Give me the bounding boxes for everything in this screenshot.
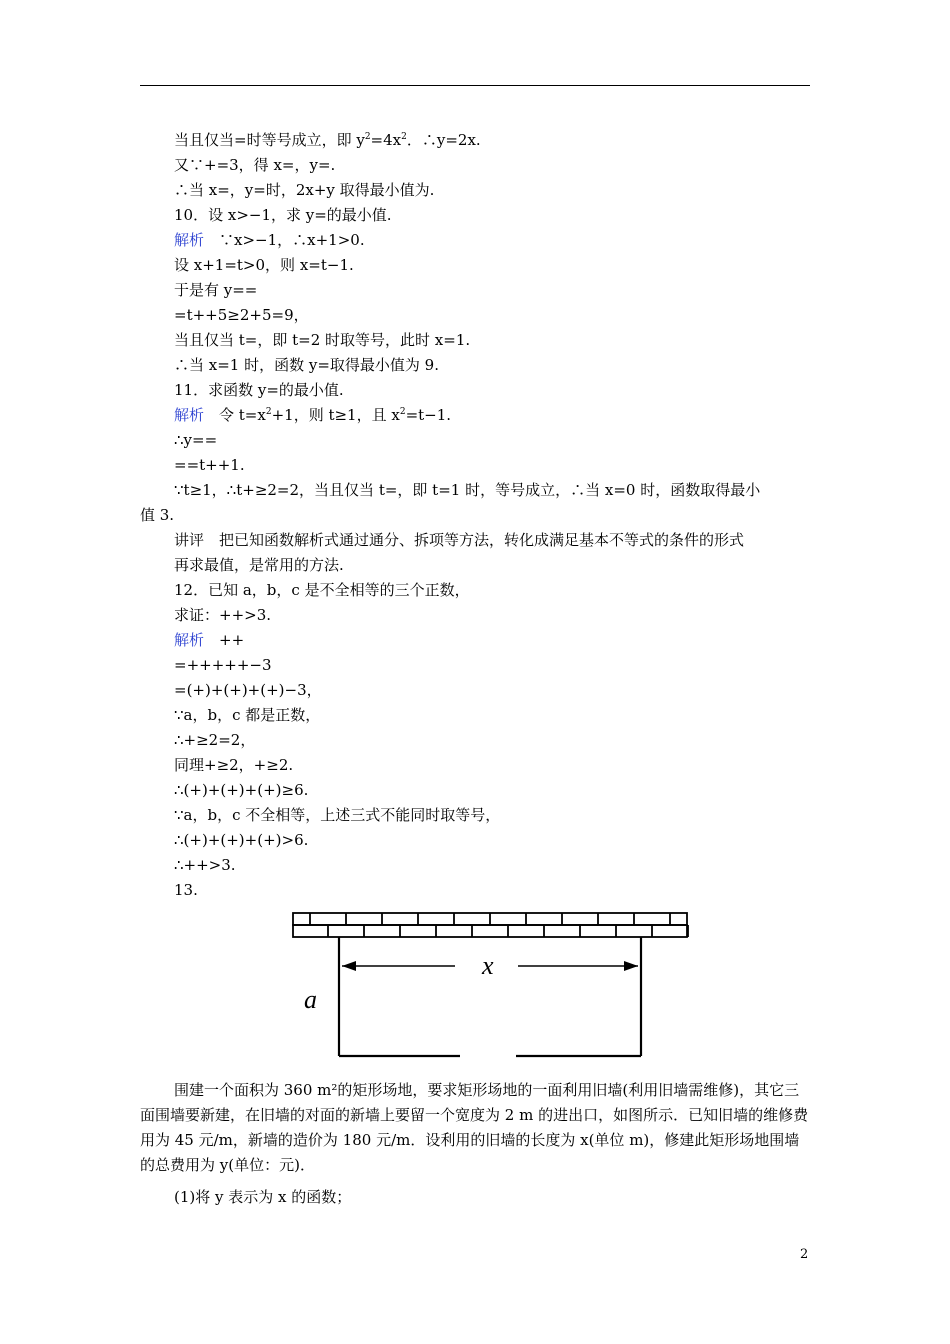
text-line: ∴(+)+(+)+(+)>6. <box>174 831 309 849</box>
analysis-label: 解析 <box>174 631 220 649</box>
text-line: 求证：++>3. <box>174 606 272 624</box>
text-line: 又∵+=3，得 x=，y=. <box>174 156 336 174</box>
problem-paragraph: 围建一个面积为 360 m²的矩形场地，要求矩形场地的一面利用旧墙(利用旧墙需维修)，其它三面围墙要新建，在旧墙的对面的新墙上要留一个宽度为 2 m 的进出口，如图所示．已知旧墙的维修费用为 45 元/m，新墙的造价为 180 元/m．设利用的旧墙的长度为 x(单位 m)，修建此矩形场地围墙的总费用为 y(单位：元)． <box>140 1081 809 1174</box>
text-line: ∴当 x=1 时，函数 y=取得最小值为 9. <box>174 356 439 374</box>
x-label: x <box>482 951 494 980</box>
text-line: 当且仅当=时等号成立，即 $y^2=4x^2$．∴y=2x. <box>174 131 481 149</box>
text-line: ∵t≥1，∴t+≥2=2，当且仅当 t=，即 t=1 时，等号成立，∴当 x=0 时，函数取得最小 <box>174 481 761 499</box>
text-line: 同理+≥2，+≥2. <box>174 756 294 774</box>
text-line: 13. <box>174 881 198 899</box>
text-line: 解析 令 $t=x^2+1$，则 t≥1，且 $x^2=t-1$. <box>174 406 452 424</box>
text-line: =+++++−3 <box>174 656 272 674</box>
text-line: 11．求函数 y=的最小值. <box>174 381 344 399</box>
text-line: ∴当 x=，y=时，2x+y 取得最小值为. <box>174 181 435 199</box>
text-line: 于是有 y== <box>174 281 258 299</box>
text-line: 当且仅当 t=，即 t=2 时取等号，此时 x=1. <box>174 331 471 349</box>
page-number: 2 <box>800 1247 809 1262</box>
text-line: 设 x+1=t>0，则 x=t−1. <box>174 256 354 274</box>
text-line: ∵a，b，c 都是正数， <box>174 706 321 724</box>
wall-diagram <box>290 910 690 1060</box>
text-line: 讲评 把已知函数解析式通过通分、拆项等方法，转化成满足基本不等式的条件的形式 <box>174 531 745 549</box>
text-line: =t++5≥2+5=9， <box>174 306 309 324</box>
analysis-label: 解析 <box>174 406 220 424</box>
text-line: 解析 ++ <box>174 631 245 649</box>
text-line: =(+)+(+)+(+)−3， <box>174 681 322 699</box>
text-line: ∴++>3. <box>174 856 236 874</box>
text-line: ==t++1. <box>174 456 245 474</box>
text-line: 12．已知 a，b，c 是不全相等的三个正数， <box>174 581 470 599</box>
text-line: ∴(+)+(+)+(+)≥6. <box>174 781 309 799</box>
text-line: 值 3. <box>140 506 175 524</box>
a-label: a <box>304 985 317 1014</box>
text-line: 再求最值，是常用的方法. <box>174 556 344 574</box>
question-1: (1)将 y 表示为 x 的函数； <box>174 1188 352 1206</box>
header-rule <box>140 85 810 86</box>
text-line: 10．设 x>−1，求 y=的最小值. <box>174 206 392 224</box>
text-line: ∵a，b，c 不全相等，上述三式不能同时取等号， <box>174 806 501 824</box>
text-line: ∴+≥2=2， <box>174 731 256 749</box>
text-line: 解析 ∵x>−1，∴x+1>0. <box>174 231 365 249</box>
text-line: ∴y== <box>174 431 218 449</box>
analysis-label: 解析 <box>174 231 220 249</box>
